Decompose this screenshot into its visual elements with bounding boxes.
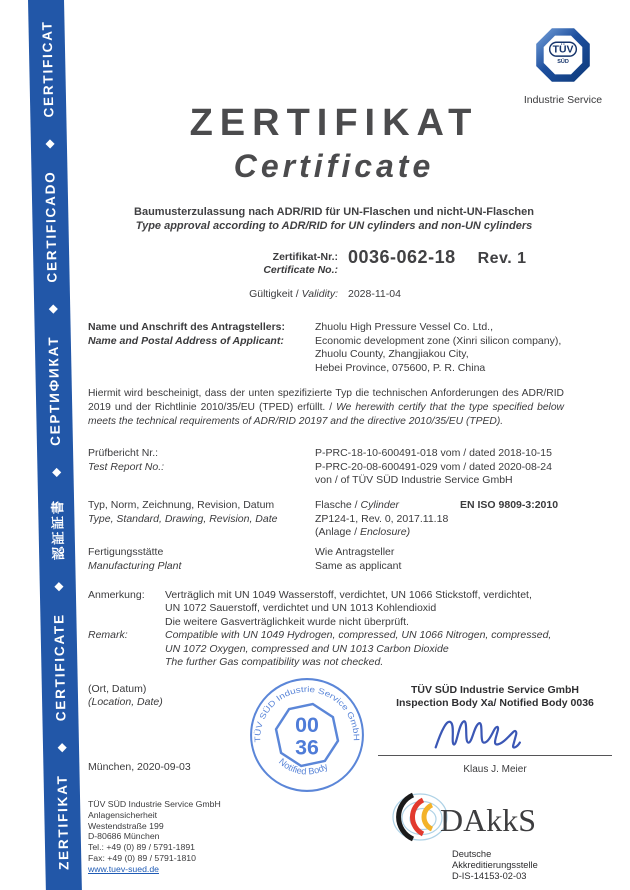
logo-division-label: Industrie Service bbox=[523, 94, 603, 106]
test-report-line: von / of TÜV SÜD Industrie Service GmbH bbox=[315, 474, 513, 486]
remark-de-line: Die weitere Gasverträglichkeit wurde nicht überprüft. bbox=[165, 615, 409, 628]
plant-values bbox=[315, 546, 578, 573]
band-word-certificate: CERTIFICATE bbox=[50, 613, 68, 722]
stamp-digits-top: 00 bbox=[295, 712, 319, 737]
dakks-logo-icon bbox=[390, 790, 550, 848]
certno-label-de: Zertifikat-Nr.: bbox=[272, 251, 338, 263]
applicant-label-en: Name and Postal Address of Applicant: bbox=[88, 334, 284, 347]
subtitle-de: Baumusterzulassung nach ADR/RID für UN-Flaschen und nicht-UN-Flaschen bbox=[134, 206, 534, 218]
tuv-logo-text: TÜV bbox=[552, 44, 574, 56]
type-value3-de: (Anlage / bbox=[315, 526, 360, 538]
applicant-label-de: Name und Anschrift des Antragstellers: bbox=[88, 321, 286, 333]
validity-label-de: Gültigkeit / bbox=[249, 288, 302, 300]
plant-value-en: Same as applicant bbox=[315, 559, 402, 572]
tuv-sued-logo bbox=[508, 26, 618, 106]
address-line: Tel.: +49 (0) 89 / 5791-1891 bbox=[88, 842, 195, 853]
dakks-line: Deutsche bbox=[452, 849, 492, 859]
band-word-certificat: CERTIFICAT bbox=[38, 20, 56, 118]
address-line: TÜV SÜD Industrie Service GmbH bbox=[88, 799, 221, 809]
stamp-icon bbox=[247, 675, 367, 795]
ort-label-de: (Ort, Datum) bbox=[88, 683, 147, 695]
test-report-row bbox=[88, 447, 578, 488]
subtitle-en: Type approval according to ADR/RID for UN cylinders and non-UN cylinders bbox=[135, 220, 533, 232]
certno-revision: Rev. 1 bbox=[477, 250, 527, 267]
type-value3-en: Enclosure) bbox=[359, 526, 411, 538]
sued-logo-text: SÜD bbox=[557, 59, 569, 66]
location-date-value: München, 2020-09-03 bbox=[88, 761, 191, 773]
diamond-separator: ◆ bbox=[52, 582, 65, 592]
signature-line bbox=[378, 755, 612, 756]
remark-de-line: UN 1072 Sauerstoff, verdichtet und UN 1013 Kohlendioxid bbox=[165, 602, 437, 615]
website-link[interactable]: www.tuev-sued.de bbox=[88, 863, 159, 874]
remark-en-line: Compatible with UN 1049 Hydrogen, compressed, UN 1066 Nitrogen, compressed, bbox=[165, 629, 552, 642]
remark-en-line: UN 1072 Oxygen, compressed and UN 1013 Carbon Dioxide bbox=[165, 642, 449, 655]
signature-icon bbox=[420, 711, 570, 755]
dakks-accreditation-block bbox=[390, 790, 610, 882]
diamond-separator: ◆ bbox=[49, 468, 63, 477]
subtitle-block bbox=[78, 205, 590, 233]
tuv-octagon-icon bbox=[534, 26, 592, 84]
plant-label-de: Fertigungsstätte bbox=[88, 546, 164, 558]
dakks-line: D-IS-14153-02-03 bbox=[452, 871, 527, 881]
stamp-ring-top-text: TÜV SÜD Industrie Service GmbH bbox=[253, 684, 361, 743]
statement-de: Hiermit wird bescheinigt, dass der unten spezifizierte Typ die technischen Anforderungen des ADR/RID 2019 und der Richtlinie 2010/35/EU (TPED) erfüllt. / bbox=[88, 388, 564, 413]
certno-label-en: Certificate No.: bbox=[263, 264, 338, 276]
statement-en: We herewith certify that the type specified below meets the technical requirements of ADR/RID 20197 and the directive 2010/35/EU (TPED). bbox=[88, 401, 564, 427]
validity-row bbox=[88, 288, 401, 301]
inspection-body-line1: TÜV SÜD Industrie Service GmbH bbox=[410, 684, 580, 696]
address-line: Westendstraße 199 bbox=[88, 820, 164, 831]
validity-label-en: Validity: bbox=[301, 288, 338, 300]
diamond-separator: ◆ bbox=[55, 743, 68, 753]
applicant-line: Zhuolu County, Zhangjiakou City, bbox=[315, 348, 469, 360]
inspection-body-block bbox=[378, 684, 612, 776]
test-report-label-de: Prüfbericht Nr.: bbox=[88, 447, 159, 459]
plant-value-de: Wie Antragsteller bbox=[315, 546, 395, 558]
type-value1-en: Cylinder bbox=[360, 499, 400, 511]
dakks-logo-text: DAkkS bbox=[440, 802, 537, 838]
applicant-line: Zhuolu High Pressure Vessel Co. Ltd., bbox=[315, 321, 494, 333]
remark-de-lines bbox=[165, 589, 580, 629]
notified-body-stamp bbox=[247, 675, 367, 800]
dakks-text-lines bbox=[452, 849, 610, 882]
dakks-line: Akkreditierungsstelle bbox=[452, 860, 538, 870]
applicant-line: Economic development zone (Xinri silicon company), bbox=[315, 334, 562, 347]
applicant-address bbox=[315, 321, 578, 375]
inspection-body-line2: Inspection Body Xa/ Notified Body 0036 bbox=[396, 697, 594, 709]
plant-label-en: Manufacturing Plant bbox=[88, 559, 182, 572]
band-word-certificado: CERTIFICADO bbox=[41, 170, 60, 283]
remark-en-line: The further Gas compatibility was not checked. bbox=[165, 656, 384, 669]
language-band-text bbox=[28, 0, 82, 890]
test-report-values bbox=[315, 447, 578, 488]
test-report-line: P-PRC-18-10-600491-018 vom / dated 2018-10-15 bbox=[315, 447, 552, 459]
page-title-en: Certificate bbox=[233, 148, 435, 184]
standard-reference: EN ISO 9809-3:2010 bbox=[460, 499, 559, 511]
type-value1-de: Flasche / bbox=[315, 499, 361, 511]
address-line: Fax: +49 (0) 89 / 5791-1810 bbox=[88, 852, 196, 863]
type-label-en: Type, Standard, Drawing, Revision, Date bbox=[88, 512, 278, 525]
signer-name: Klaus J. Meier bbox=[463, 764, 527, 775]
remark-label-en: Remark: bbox=[88, 629, 128, 642]
certno-value: 0036-062-18 bbox=[348, 247, 456, 267]
test-report-label-en: Test Report No.: bbox=[88, 460, 165, 473]
remark-en-lines bbox=[165, 629, 580, 669]
validity-value: 2028-11-04 bbox=[348, 288, 401, 300]
diamond-separator: ◆ bbox=[43, 139, 56, 149]
page-title-de: ZERTIFIKAT bbox=[189, 102, 479, 144]
manufacturing-plant-row bbox=[88, 546, 578, 573]
diamond-separator: ◆ bbox=[46, 304, 59, 314]
issuer-address-block bbox=[88, 799, 221, 875]
type-label-de: Typ, Norm, Zeichnung, Revision, Datum bbox=[88, 499, 275, 511]
stamp-ring-bottom-text: Notified Body bbox=[276, 756, 330, 777]
applicant-line: Hebei Province, 075600, P. R. China bbox=[315, 361, 486, 374]
test-report-line: P-PRC-20-08-600491-029 vom / dated 2020-08-24 bbox=[315, 460, 552, 473]
remark-label-de: Anmerkung: bbox=[88, 589, 145, 601]
ort-label-en: (Location, Date) bbox=[88, 696, 163, 708]
remark-de-line: Verträglich mit UN 1049 Wasserstoff, verdichtet, UN 1066 Stickstoff, verdichtet, bbox=[165, 589, 532, 601]
band-word-cjk: 認証証書 bbox=[50, 498, 67, 561]
certification-statement bbox=[88, 387, 564, 428]
applicant-row bbox=[88, 321, 578, 375]
language-band bbox=[28, 0, 82, 890]
certificate-number-value bbox=[348, 247, 527, 277]
location-date-label bbox=[88, 683, 163, 709]
stamp-digits-bottom: 36 bbox=[295, 735, 319, 760]
title-block bbox=[88, 102, 580, 185]
type-drawing: ZP124-1, Rev. 0, 2017.11.18 bbox=[315, 512, 449, 525]
band-word-zertifikat: ZERTIFIKAT bbox=[54, 774, 71, 871]
certificate-number-row bbox=[88, 247, 527, 277]
band-word-cyrillic: СЕРТИФИКАТ bbox=[45, 335, 63, 447]
address-line: D-80686 München bbox=[88, 831, 160, 842]
remark-row bbox=[88, 589, 580, 669]
address-line: Anlagensicherheit bbox=[88, 809, 158, 820]
